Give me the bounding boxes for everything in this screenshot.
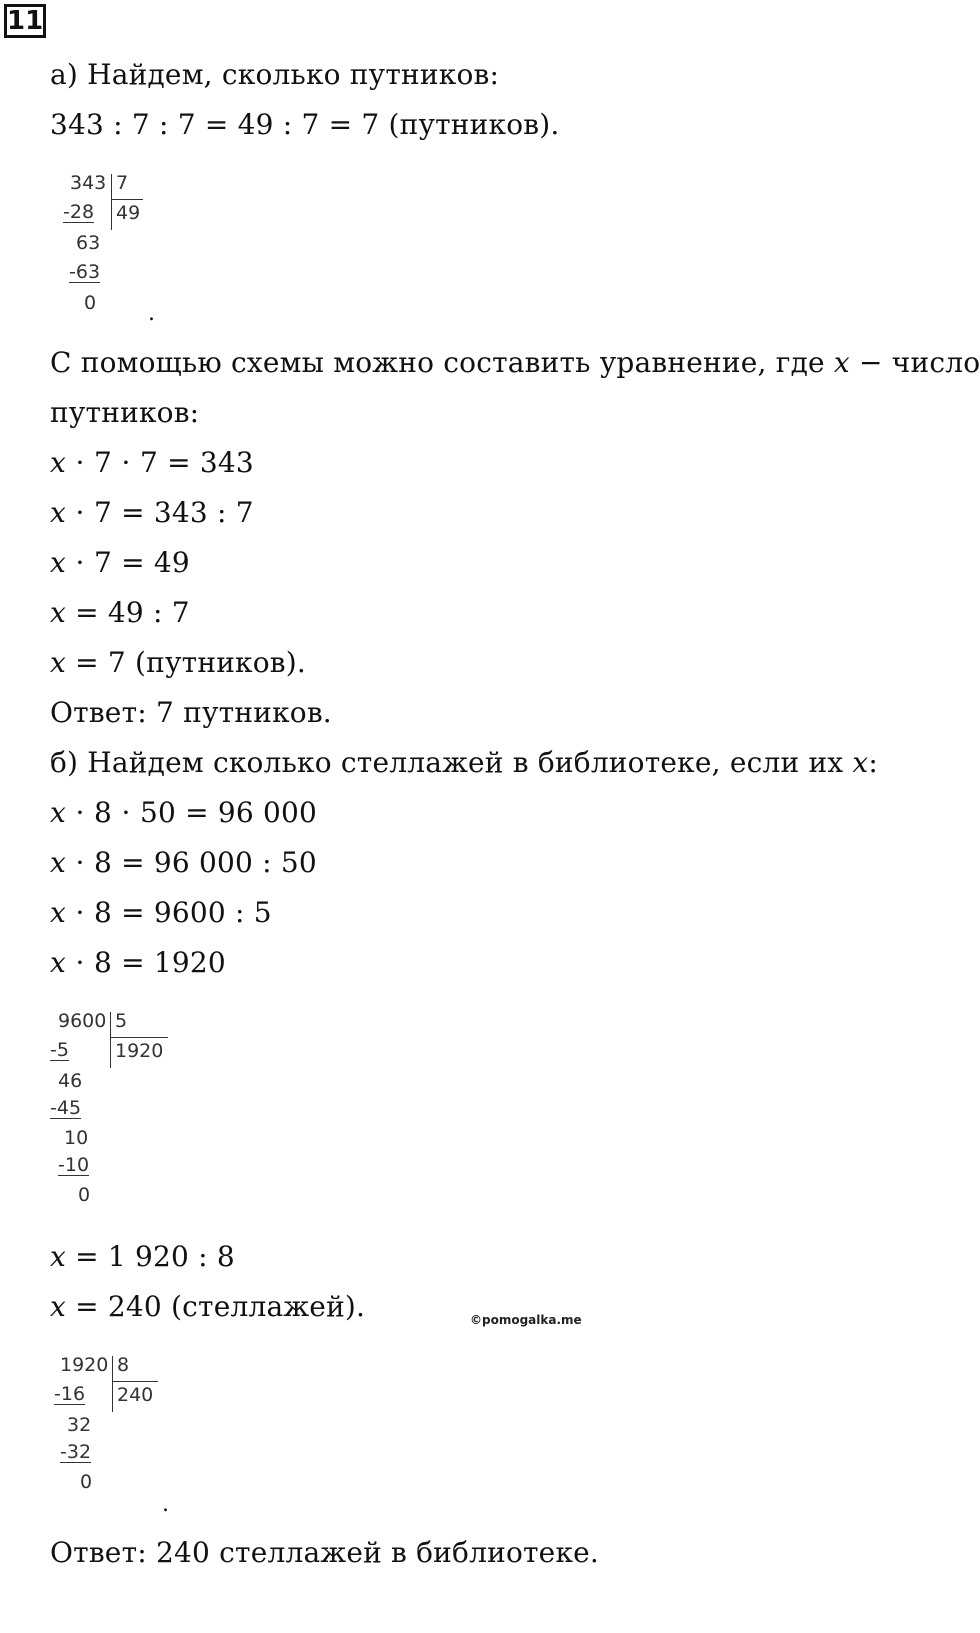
divisor: 7 — [116, 172, 129, 194]
quotient: 240 — [117, 1384, 154, 1406]
equation: x ⋅ 7 = 49 — [50, 546, 190, 579]
dot: . — [148, 301, 155, 326]
task-number: 11 — [4, 4, 46, 38]
long-division-343 — [60, 172, 170, 317]
equation: x = 7 (путников). — [50, 646, 306, 679]
division-step: 0 — [84, 292, 97, 314]
equation: x = 240 (стеллажей). — [50, 1290, 366, 1323]
division-step: 10 — [64, 1127, 89, 1149]
division-step: 32 — [67, 1414, 92, 1436]
answer-a: Ответ: 7 путников. — [50, 696, 332, 729]
division-step: 46 — [58, 1070, 83, 1092]
dot: . — [162, 1492, 169, 1517]
division-step: -28 — [63, 201, 95, 223]
division-step: -16 — [54, 1383, 86, 1405]
dividend: 1920 — [60, 1354, 109, 1376]
equation: x ⋅ 8 = 9600 : 5 — [50, 896, 272, 929]
dividend: 343 — [70, 172, 107, 194]
scheme-text-cont: путников: — [50, 396, 200, 429]
division-step: 63 — [76, 232, 101, 254]
equation: x = 1 920 : 8 — [50, 1240, 235, 1273]
equation: x ⋅ 8 = 1920 — [50, 946, 226, 979]
answer-b: Ответ: 240 стеллажей в библиотеке. — [50, 1536, 600, 1569]
equation: x ⋅ 8 ⋅ 50 = 96 000 — [50, 796, 318, 829]
equation: x ⋅ 7 = 343 : 7 — [50, 496, 254, 529]
division-step: 0 — [80, 1471, 93, 1493]
divisor: 8 — [117, 1354, 130, 1376]
equation: x = 49 : 7 — [50, 596, 190, 629]
equation: x ⋅ 7 ⋅ 7 = 343 — [50, 446, 254, 479]
equation: x ⋅ 8 = 96 000 : 50 — [50, 846, 317, 879]
long-division-9600 — [48, 1010, 178, 1205]
quotient: 1920 — [115, 1040, 164, 1062]
part-b-heading: б) Найдем сколько стеллажей в библиотеке, если их x: — [50, 746, 879, 779]
long-division-1920 — [52, 1354, 172, 1499]
division-step: 0 — [78, 1184, 91, 1206]
part-a-heading: а) Найдем, сколько путников: — [50, 58, 500, 91]
division-step: -32 — [60, 1441, 92, 1463]
division-step: -10 — [58, 1154, 90, 1176]
part-a-calc: 343 : 7 : 7 = 49 : 7 = 7 (путников). — [50, 108, 560, 141]
division-step: -63 — [69, 261, 101, 283]
watermark: ©pomogalka.me — [470, 1313, 582, 1327]
division-step: -5 — [50, 1039, 69, 1061]
dividend: 9600 — [58, 1010, 107, 1032]
divisor: 5 — [115, 1010, 128, 1032]
quotient: 49 — [116, 202, 141, 224]
scheme-text: С помощью схемы можно составить уравнение, где x − число — [50, 346, 980, 379]
division-step: -45 — [50, 1097, 82, 1119]
